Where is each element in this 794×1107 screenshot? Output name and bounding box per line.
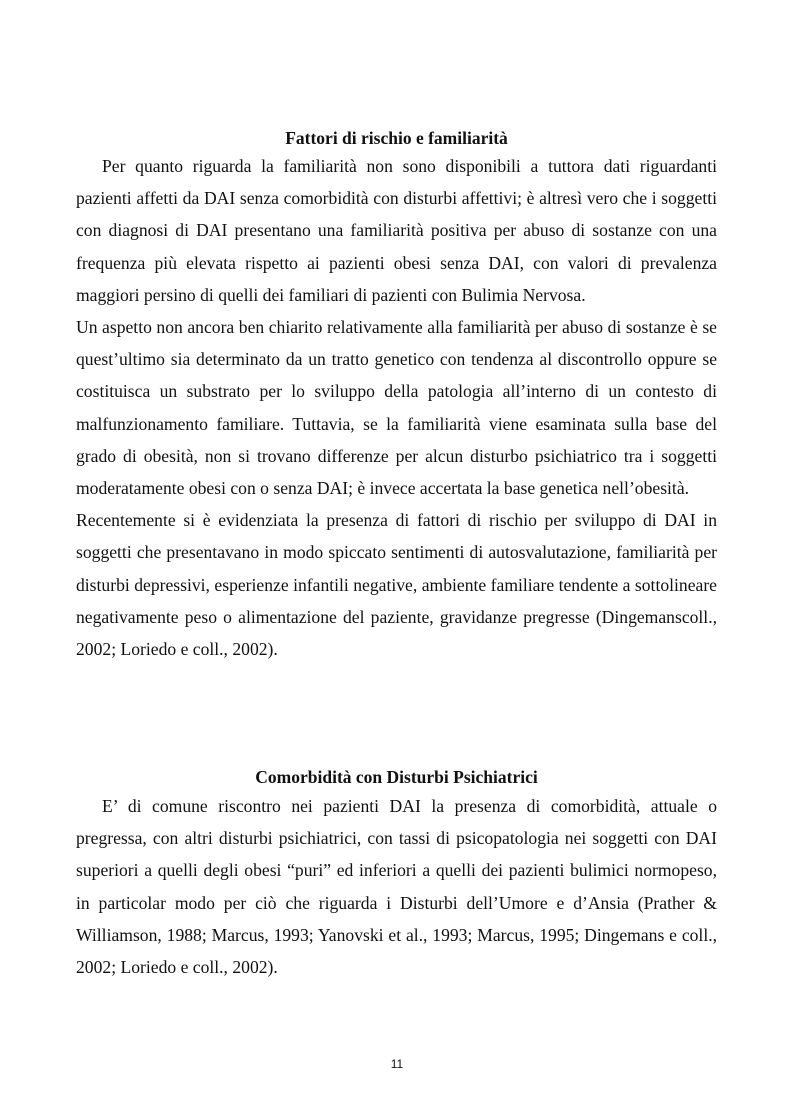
paragraph: E’ di comune riscontro nei pazienti DAI la presenza di comorbidità, attuale o pregressa, con altri disturbi psichiatrici, con tassi di psicopatologia nei soggetti con DAI superiori a quelli degli obesi “puri” ed inferiori a quelli dei pazienti bulimici normopeso, in particolar modo per ciò che riguarda i Disturbi dell’Umore e d’Ansia (Prather & Williamson, 1988; Marcus, 1993; Yanovski et al., 1993; Marcus, 1995; Dingemans e coll., 2002; Loriedo e coll., 2002). [76,796,717,978]
paragraph: Per quanto riguarda la familiarità non sono disponibili a tuttora dati riguardanti pazienti affetti da DAI senza comorbidità con disturbi affettivi; è altresì vero che i soggetti con diagnosi di DAI presentano una familiarità positiva per abuso di sostanze con una frequenza più elevata rispetto ai pazienti obesi senza DAI, con valori di prevalenza maggiori persino di quelli dei familiari di pazienti con Bulimia Nervosa. [76,156,717,305]
page-number: 11 [390,1057,404,1071]
section-heading-risk-factors: Fattori di rischio e familiarità [285,128,508,148]
paragraph: Recentemente si è evidenziata la presenza di fattori di rischio per sviluppo di DAI in soggetti che presentavano in modo spiccato sentimenti di autosvalutazione, familiarità per disturbi depressivi, esperienze infantili negative, ambiente familiare tendente a sottolineare negativamente peso o alimentazione del paziente, gravidanze pregresse (Dingemanscoll., 2002; Loriedo e coll., 2002). [76,510,717,660]
section-body-risk-factors [76,150,717,665]
paragraph: Un aspetto non ancora ben chiarito relativamente alla familiarità per abuso di sostanze è se quest’ultimo sia determinato da un tratto genetico con tendenza al discontrollo oppure se costituisca un substrato per lo sviluppo della patologia all’interno di un contesto di malfunzionamento familiare. Tuttavia, se la familiarità viene esaminata sulla base del grado di obesità, non si trovano differenze per alcun disturbo psichiatrico tra i soggetti moderatamente obesi con o senza DAI; è invece accertata la base genetica nell’obesità. [76,317,717,499]
section-body-comorbidity [76,790,717,983]
section-heading-comorbidity: Comorbidità con Disturbi Psichiatrici [255,767,538,787]
